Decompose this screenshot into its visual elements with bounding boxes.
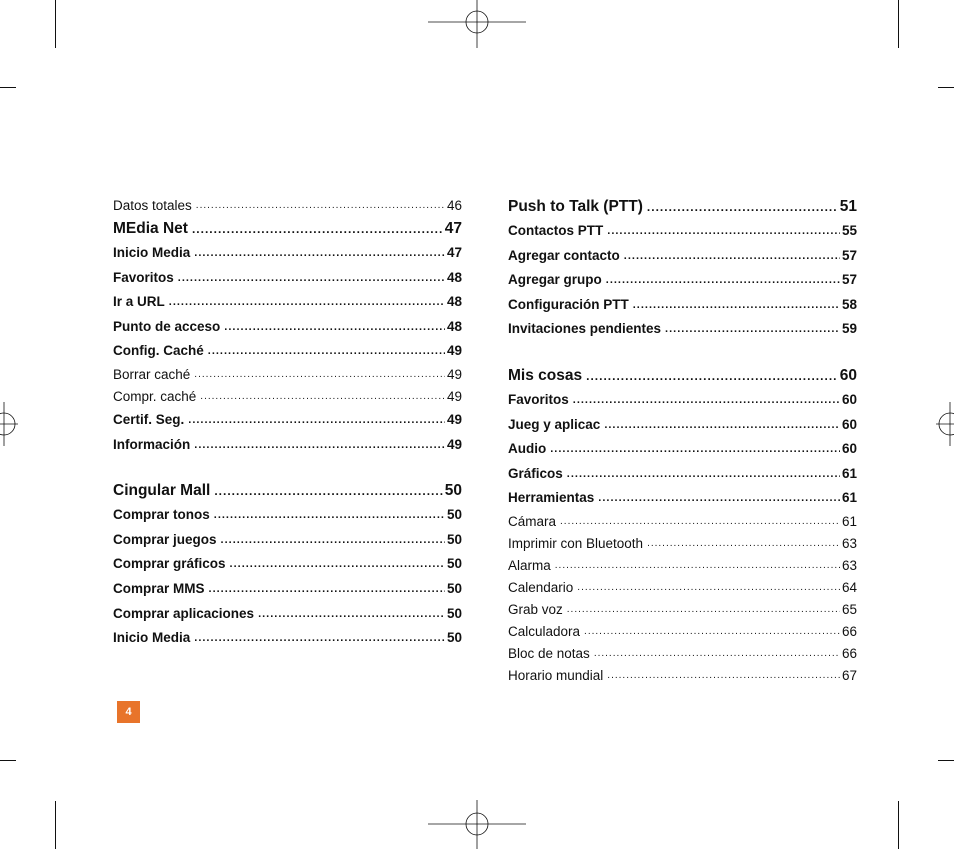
toc-entry[interactable] bbox=[113, 602, 462, 627]
toc-entry[interactable] bbox=[113, 315, 462, 340]
toc-section-heading[interactable] bbox=[508, 364, 857, 388]
toc-entry-label: Agregar contacto bbox=[508, 247, 620, 263]
toc-page-number: 63 bbox=[841, 557, 857, 573]
toc-page-number: 57 bbox=[841, 247, 857, 263]
crop-mark bbox=[898, 0, 899, 48]
registration-mark-top bbox=[428, 0, 526, 48]
toc-page-number: 60 bbox=[841, 416, 857, 432]
crop-mark bbox=[898, 801, 899, 849]
toc-entry[interactable] bbox=[508, 268, 857, 293]
toc-entry-label: Datos totales bbox=[113, 198, 192, 213]
toc-entry[interactable] bbox=[113, 408, 462, 433]
page-number-badge: 4 bbox=[117, 701, 140, 723]
registration-mark-right bbox=[936, 402, 954, 446]
toc-page-number: 60 bbox=[841, 391, 857, 407]
toc-leader-dots bbox=[555, 555, 840, 577]
toc-leader-dots bbox=[586, 364, 838, 388]
toc-leader-dots bbox=[194, 433, 445, 458]
toc-entry-label: Calculadora bbox=[508, 623, 581, 639]
toc-entry-label: Audio bbox=[508, 441, 547, 457]
toc-leader-dots bbox=[607, 219, 840, 244]
toc-leader-dots bbox=[224, 315, 445, 340]
toc-leader-dots bbox=[606, 268, 840, 293]
toc-leader-dots bbox=[598, 486, 840, 511]
toc-right-column bbox=[508, 195, 857, 687]
toc-entry[interactable] bbox=[113, 195, 462, 217]
toc-left-column bbox=[113, 195, 462, 651]
toc-leader-dots bbox=[633, 293, 840, 318]
toc-leader-dots bbox=[573, 388, 840, 413]
toc-page-number: 50 bbox=[446, 580, 462, 596]
toc-entry[interactable] bbox=[113, 528, 462, 553]
toc-entry[interactable] bbox=[508, 219, 857, 244]
toc-leader-dots bbox=[192, 217, 443, 241]
toc-entry[interactable] bbox=[113, 386, 462, 408]
toc-page-number: 47 bbox=[444, 220, 462, 237]
toc-entry-label: Ir a URL bbox=[113, 294, 165, 310]
toc-page-number: 55 bbox=[841, 223, 857, 238]
registration-mark-bottom bbox=[428, 800, 526, 849]
toc-page-number: 48 bbox=[446, 294, 462, 310]
toc-entry-label: Certif. Seg. bbox=[113, 411, 185, 427]
toc-entry[interactable] bbox=[113, 503, 462, 528]
toc-entry[interactable] bbox=[113, 364, 462, 386]
section-gap bbox=[508, 342, 857, 364]
toc-entry[interactable] bbox=[508, 293, 857, 318]
toc-leader-dots bbox=[196, 195, 445, 217]
toc-leader-dots bbox=[560, 511, 840, 533]
toc-leader-dots bbox=[577, 577, 840, 599]
toc-entry-label: MEdia Net bbox=[113, 220, 188, 237]
toc-page-number: 50 bbox=[446, 605, 462, 621]
toc-entry-label: Comprar aplicaciones bbox=[113, 605, 255, 621]
toc-leader-dots bbox=[604, 413, 840, 438]
toc-page-number: 61 bbox=[841, 490, 857, 506]
toc-entry[interactable] bbox=[113, 577, 462, 602]
toc-entry-label: Inicio Media bbox=[113, 630, 191, 646]
toc-page-number: 61 bbox=[841, 465, 857, 481]
toc-entry-label: Invitaciones pendientes bbox=[508, 321, 662, 337]
toc-entry[interactable] bbox=[508, 599, 857, 621]
toc-page-number: 49 bbox=[446, 436, 462, 452]
toc-page-number: 49 bbox=[446, 411, 462, 427]
toc-page-number: 50 bbox=[446, 507, 462, 523]
toc-entry[interactable] bbox=[508, 413, 857, 438]
toc-page-number: 50 bbox=[444, 482, 462, 500]
toc-leader-dots bbox=[169, 290, 445, 315]
toc-entry[interactable] bbox=[508, 577, 857, 599]
toc-entry-label: Horario mundial bbox=[508, 667, 604, 683]
toc-entry-label: Grab voz bbox=[508, 601, 563, 617]
toc-entry-label: Cámara bbox=[508, 513, 557, 529]
toc-leader-dots bbox=[607, 665, 840, 687]
toc-entry[interactable] bbox=[113, 266, 462, 291]
toc-leader-dots bbox=[194, 241, 445, 266]
toc-entry[interactable] bbox=[508, 244, 857, 269]
toc-page-number: 46 bbox=[446, 198, 462, 213]
toc-entry-label: Imprimir con Bluetooth bbox=[508, 535, 644, 551]
toc-leader-dots bbox=[194, 364, 445, 386]
toc-leader-dots bbox=[200, 386, 445, 408]
toc-page-number: 51 bbox=[839, 198, 857, 215]
toc-entry-label: Comprar tonos bbox=[113, 507, 210, 523]
toc-entry-label: Mis cosas bbox=[508, 366, 583, 384]
toc-entry[interactable] bbox=[113, 339, 462, 364]
toc-entry[interactable] bbox=[508, 486, 857, 511]
toc-entry[interactable] bbox=[508, 317, 857, 342]
toc-leader-dots bbox=[208, 339, 445, 364]
toc-entry-label: Comprar gráficos bbox=[113, 556, 226, 572]
crop-mark bbox=[938, 87, 954, 88]
crop-mark bbox=[938, 760, 954, 761]
toc-entry-label: Favoritos bbox=[508, 391, 569, 407]
toc-entry-label: Bloc de notas bbox=[508, 645, 590, 661]
toc-entry[interactable] bbox=[113, 241, 462, 266]
toc-page-number: 49 bbox=[446, 366, 462, 382]
toc-page-number: 66 bbox=[841, 623, 857, 639]
crop-mark bbox=[0, 760, 16, 761]
toc-page-number: 64 bbox=[841, 579, 857, 595]
toc-section-heading[interactable] bbox=[113, 479, 462, 503]
toc-entry[interactable] bbox=[113, 433, 462, 458]
toc-entry[interactable] bbox=[508, 621, 857, 643]
toc-entry-label: Config. Caché bbox=[113, 343, 204, 359]
toc-entry-label: Push to Talk (PTT) bbox=[508, 198, 643, 215]
toc-section-heading[interactable] bbox=[508, 195, 857, 219]
toc-page-number: 50 bbox=[446, 556, 462, 572]
toc-leader-dots bbox=[624, 244, 840, 269]
toc-entry-label: Borrar caché bbox=[113, 366, 191, 382]
toc-leader-dots bbox=[188, 408, 445, 433]
toc-leader-dots bbox=[214, 503, 445, 528]
toc-entry-label: Información bbox=[113, 436, 191, 452]
toc-page-number: 63 bbox=[841, 535, 857, 551]
toc-page-number: 49 bbox=[446, 343, 462, 359]
toc-page-number: 67 bbox=[841, 667, 857, 683]
toc-leader-dots bbox=[221, 528, 445, 553]
toc-entry-label: Contactos PTT bbox=[508, 223, 604, 238]
toc-leader-dots bbox=[550, 437, 840, 462]
crop-mark bbox=[55, 801, 56, 849]
toc-leader-dots bbox=[567, 599, 840, 621]
section-gap bbox=[113, 457, 462, 479]
toc-page-number: 66 bbox=[841, 645, 857, 661]
toc-leader-dots bbox=[258, 602, 445, 627]
toc-entry[interactable] bbox=[508, 665, 857, 687]
toc-leader-dots bbox=[209, 577, 445, 602]
toc-leader-dots bbox=[567, 462, 840, 487]
toc-entry-label: Compr. caché bbox=[113, 388, 197, 404]
toc-leader-dots bbox=[178, 266, 445, 291]
toc-entry-label: Cingular Mall bbox=[113, 482, 211, 500]
crop-mark bbox=[55, 0, 56, 48]
toc-entry[interactable] bbox=[508, 533, 857, 555]
toc-entry-label: Comprar juegos bbox=[113, 531, 217, 547]
toc-leader-dots bbox=[584, 621, 840, 643]
toc-page-number: 49 bbox=[446, 388, 462, 404]
toc-page-number: 60 bbox=[841, 441, 857, 457]
toc-page-number: 48 bbox=[446, 318, 462, 334]
toc-page-number: 61 bbox=[841, 513, 857, 529]
toc-entry-label: Favoritos bbox=[113, 269, 174, 285]
toc-entry-label: Comprar MMS bbox=[113, 580, 205, 596]
toc-entry[interactable] bbox=[508, 437, 857, 462]
toc-page-number: 59 bbox=[841, 321, 857, 337]
toc-entry-label: Alarma bbox=[508, 557, 551, 573]
crop-mark bbox=[0, 87, 16, 88]
toc-entry-label: Agregar grupo bbox=[508, 272, 602, 288]
toc-leader-dots bbox=[214, 479, 442, 503]
toc-page-number: 57 bbox=[841, 272, 857, 288]
toc-entry[interactable] bbox=[508, 388, 857, 413]
toc-entry[interactable] bbox=[508, 511, 857, 533]
toc-entry-label: Configuración PTT bbox=[508, 296, 629, 312]
toc-leader-dots bbox=[230, 552, 445, 577]
toc-entry-label: Punto de acceso bbox=[113, 318, 221, 334]
toc-page-number: 58 bbox=[841, 296, 857, 312]
toc-page-number: 50 bbox=[446, 630, 462, 646]
toc-entry-label: Jueg y aplicac bbox=[508, 416, 601, 432]
toc-leader-dots bbox=[194, 626, 445, 651]
toc-page-number: 65 bbox=[841, 601, 857, 617]
toc-page-number: 60 bbox=[839, 366, 857, 384]
toc-leader-dots bbox=[594, 643, 840, 665]
toc-page-number: 48 bbox=[446, 269, 462, 285]
toc-entry[interactable] bbox=[113, 552, 462, 577]
toc-entry-label: Herramientas bbox=[508, 490, 595, 506]
toc-section-heading[interactable] bbox=[113, 217, 462, 241]
toc-page-number: 50 bbox=[446, 531, 462, 547]
toc-leader-dots bbox=[665, 317, 840, 342]
toc-entry[interactable] bbox=[113, 290, 462, 315]
toc-page-number: 47 bbox=[446, 245, 462, 260]
toc-entry-label: Calendario bbox=[508, 579, 574, 595]
toc-entry[interactable] bbox=[508, 555, 857, 577]
toc-entry-label: Gráficos bbox=[508, 465, 563, 481]
toc-entry[interactable] bbox=[113, 626, 462, 651]
toc-leader-dots bbox=[647, 195, 838, 219]
toc-entry-label: Inicio Media bbox=[113, 245, 191, 260]
registration-mark-left bbox=[0, 402, 18, 446]
toc-leader-dots bbox=[647, 533, 840, 555]
toc-entry[interactable] bbox=[508, 462, 857, 487]
toc-entry[interactable] bbox=[508, 643, 857, 665]
